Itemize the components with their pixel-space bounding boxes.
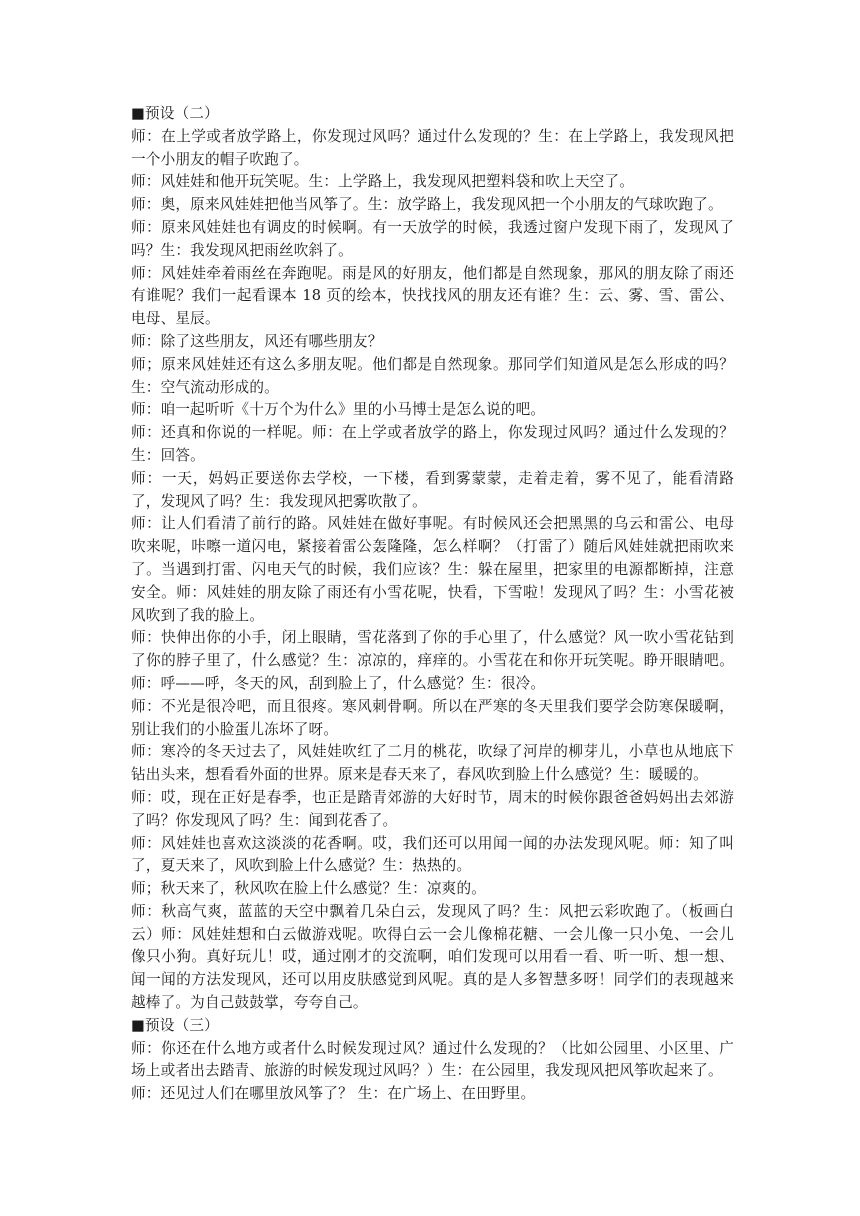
- document-page: [131, 103, 734, 1106]
- paragraph: 师：不光是很冷吧，而且很疼。寒风刺骨啊。所以在严寒的冬天里我们要学会防寒保暖啊，别让我们的小脸蛋儿冻坏了呀。: [131, 697, 734, 738]
- paragraph: 师：秋高气爽，蓝蓝的天空中飘着几朵白云，发现风了吗？生：风把云彩吹跑了。（板画白云）师：风娃娃想和白云做游戏呢。吹得白云一会儿像棉花糖、一会儿像一只小兔、一会儿像只小狗。真好玩儿！哎，通过刚才的交流啊，咱们发现可以用看一看、听一听、想一想、闻一闻的方法发现风，还可以用皮肤感觉到风呢。真的是人多智慧多呀！同学们的表现越来越棒了。为自己鼓鼓掌，夸夸自己。: [131, 902, 734, 1012]
- paragraph: 师：除了这些朋友，风还有哪些朋友？: [131, 332, 383, 350]
- paragraph: 师：原来风娃娃也有调皮的时候啊。有一天放学的时候，我透过窗户发现下雨了，发现风了吗？生：我发现风把雨丝吹斜了。: [131, 218, 734, 259]
- paragraph: 师：咱一起听听《十万个为什么》里的小马博士是怎么说的吧。: [131, 401, 546, 419]
- paragraph: 师：寒冷的冬天过去了，风娃娃吹红了二月的桃花，吹绿了河岸的柳芽儿，小草也从地底下钻出头来，想看看外面的世界。原来是春天来了，春风吹到脸上什么感觉？生：暖暖的。: [131, 743, 734, 784]
- paragraph: 师；原来风娃娃还有这么多朋友呢。他们都是自然现象。那同学们知道风是怎么形成的吗？生：空气流动形成的。: [131, 355, 734, 396]
- paragraph: 师：一天，妈妈正要送你去学校，一下楼，看到雾蒙蒙，走着走着，雾不见了，能看清路了，发现风了吗？生：我发现风把雾吹散了。: [131, 469, 734, 510]
- paragraph: 师：让人们看清了前行的路。风娃娃在做好事呢。有时候风还会把黑黑的乌云和雷公、电母吹来呢，咔嚓一道闪电，紧接着雷公轰隆隆，怎么样啊？（打雷了）随后风娃娃就把雨吹来了。当遇到打雷、闪电天气的时候，我们应该？生：躲在屋里，把家里的电源都断掉，注意安全。师：风娃娃的朋友除了雨还有小雪花呢，快看，下雪啦！发现风了吗？生：小雪花被风吹到了我的脸上。: [131, 515, 734, 624]
- paragraph: 师：哎，现在正好是春季，也正是踏青郊游的大好时节，周末的时候你跟爸爸妈妈出去郊游了吗？你发现风了吗？生：闻到花香了。: [131, 788, 734, 829]
- paragraph: 师：你还在什么地方或者什么时候发现过风？通过什么发现的？（比如公园里、小区里、广场上或者出去踏青、旅游的时候发现过风吗？）生：在公园里，我发现风把风筝吹起来了。: [131, 1039, 734, 1080]
- paragraph: 师：风娃娃牵着雨丝在奔跑呢。雨是风的好朋友，他们都是自然现象，那风的朋友除了雨还有谁呢？我们一起看课本 18 页的绘本，快找找风的朋友还有谁？生：云、雾、雪、雷公、电母、星辰。: [131, 264, 734, 328]
- paragraph: 师：风娃娃和他开玩笑呢。生：上学路上，我发现风把塑料袋和吹上天空了。: [131, 173, 634, 191]
- paragraph: 师：奥，原来风娃娃把他当风筝了。生：放学路上，我发现风把一个小朋友的气球吹跑了。: [131, 196, 723, 214]
- section-heading: ■预设（二）: [131, 105, 219, 122]
- paragraph: 师：快伸出你的小手，闭上眼睛，雪花落到了你的手心里了，什么感觉？风一吹小雪花钻到了你的脖子里了，什么感觉？生：凉凉的，痒痒的。小雪花在和你开玩笑呢。睁开眼睛吧。师：呼——呼，冬天的风，刮到脸上了，什么感觉？生：很冷。: [131, 629, 734, 692]
- section-heading: ■预设（三）: [131, 1016, 219, 1034]
- paragraph: 师：在上学或者放学路上，你发现过风吗？通过什么发现的？生：在上学路上，我发现风把一个小朋友的帽子吹跑了。: [131, 127, 734, 168]
- paragraph: 师；秋天来了，秋风吹在脸上什么感觉？生：凉爽的。: [131, 880, 487, 898]
- paragraph: 师：还真和你说的一样呢。师：在上学或者放学的路上，你发现过风吗？通过什么发现的？生：回答。: [131, 424, 734, 464]
- paragraph: 师：风娃娃也喜欢这淡淡的花香啊。哎，我们还可以用闻一闻的办法发现风呢。师：知了叫了，夏天来了，风吹到脸上什么感觉？生：热热的。: [131, 834, 734, 875]
- paragraph: 师：还见过人们在哪里放风筝了？ 生：在广场上、在田野里。: [131, 1085, 536, 1103]
